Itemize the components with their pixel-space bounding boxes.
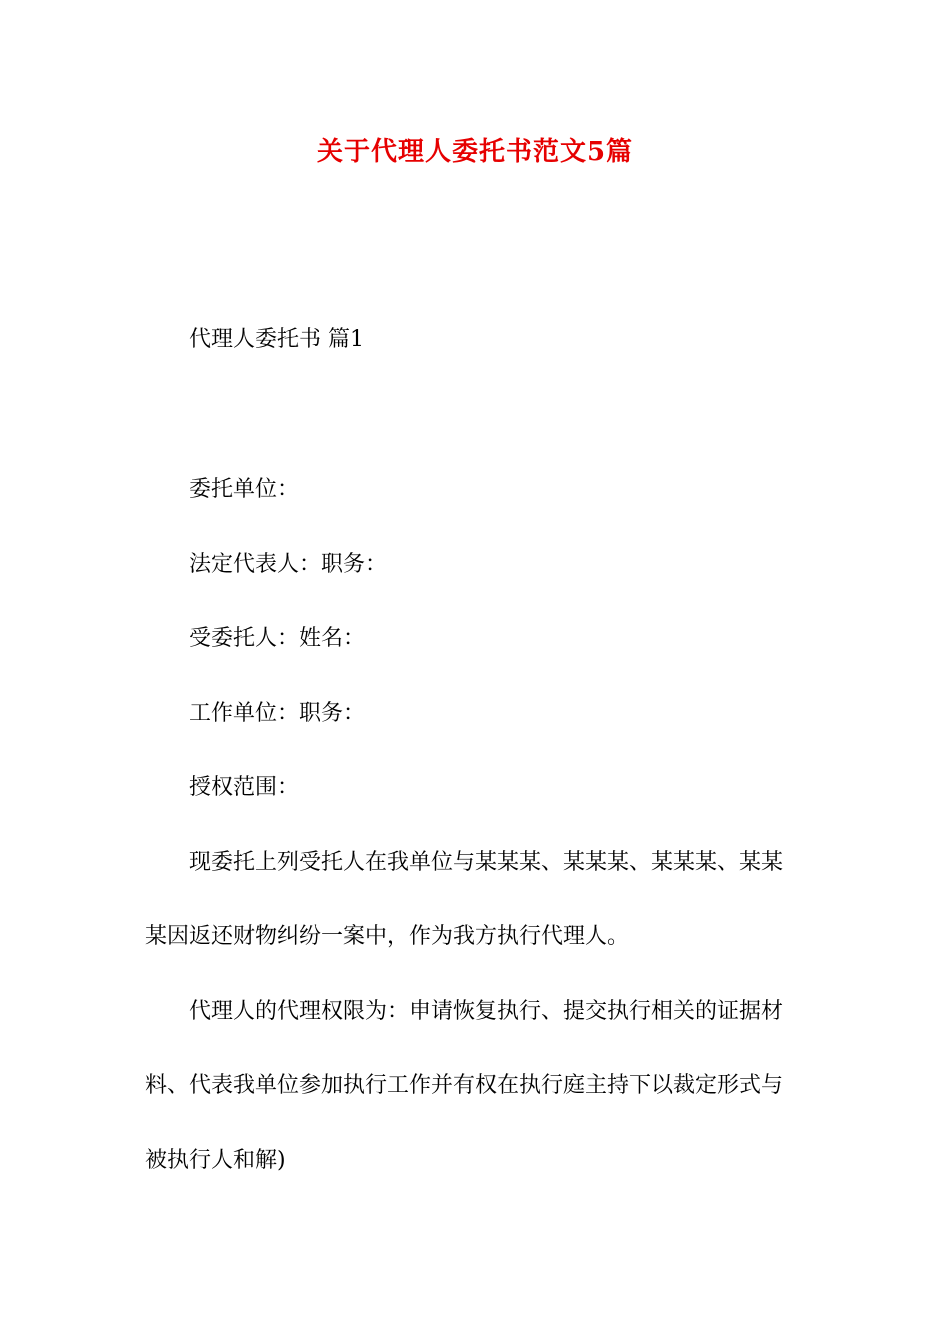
field-legal-representative: 法定代表人：职务： xyxy=(189,552,388,577)
field-entrusted-person: 受委托人：姓名： xyxy=(189,626,366,651)
field-authorization-scope: 授权范围： xyxy=(189,775,300,800)
document-title: 关于代理人委托书范文5篇 xyxy=(316,137,634,167)
paragraph-2-line-2: 料、代表我单位参加执行工作并有权在执行庭主持下以裁定形式与 xyxy=(145,1073,784,1098)
paragraph-2-line-1: 代理人的代理权限为：申请恢复执行、提交执行相关的证据材 xyxy=(189,999,784,1024)
field-work-unit: 工作单位：职务： xyxy=(189,701,366,726)
paragraph-2-line-3: 被执行人和解) xyxy=(145,1148,286,1173)
section-heading: 代理人委托书 篇1 xyxy=(189,327,364,352)
paragraph-1-line-1: 现委托上列受托人在我单位与某某某、某某某、某某某、某某 xyxy=(189,850,784,875)
field-entrusting-unit: 委托单位： xyxy=(189,477,300,502)
paragraph-1-line-2: 某因返还财物纠纷一案中，作为我方执行代理人。 xyxy=(145,924,630,949)
